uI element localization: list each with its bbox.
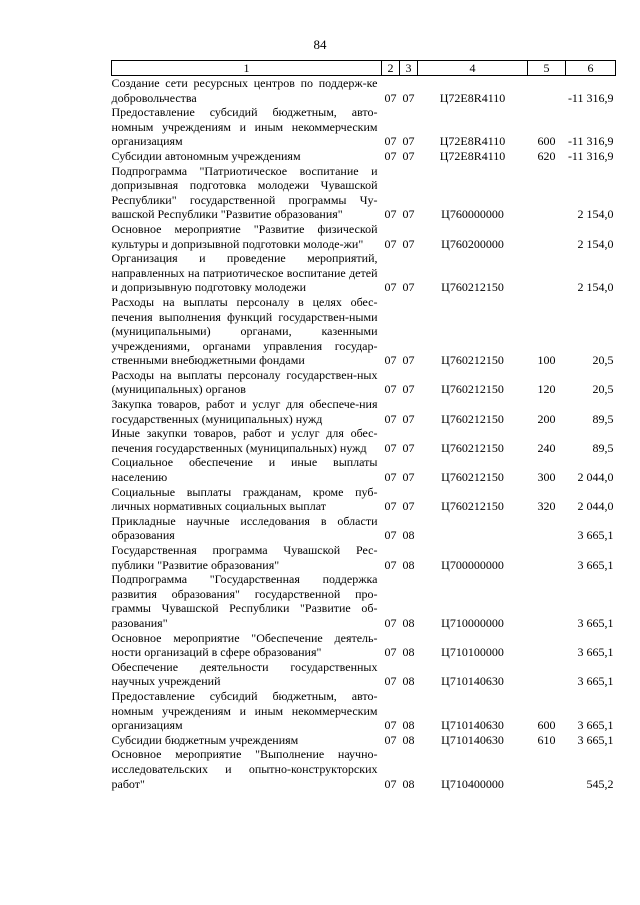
table-row	[112, 105, 616, 149]
row-description: Социальные выплаты гражданам, кроме пуб-личных нормативных социальных выплат	[111, 484, 378, 514]
table-row	[112, 572, 616, 630]
row-c6: 2 154,0	[577, 236, 614, 251]
table-row	[112, 251, 616, 295]
row-c6: 3 665,1	[577, 674, 614, 689]
row-c3: 08	[402, 528, 415, 543]
row-c2: 07	[384, 440, 397, 455]
row-c3: 07	[402, 499, 415, 514]
row-c6: 545,2	[586, 776, 614, 791]
row-c5	[528, 543, 566, 572]
row-c3: 07	[402, 236, 415, 251]
table-header-row	[112, 61, 616, 76]
row-c6: 3 665,1	[577, 615, 614, 630]
table-row	[112, 426, 616, 455]
row-description: Организация и проведение мероприятий, направленных на патриотическое воспитание детей и допризывную подготовку молодежи	[111, 251, 378, 295]
row-c3: 08	[402, 615, 415, 630]
header-col-5: 5	[528, 61, 566, 76]
row-c6: 3 665,1	[577, 557, 614, 572]
row-c5	[528, 222, 566, 251]
row-c3: 07	[402, 440, 415, 455]
row-c4: Ц760212150	[441, 440, 504, 455]
table-row	[112, 164, 616, 222]
row-c5: 240	[537, 440, 556, 455]
table-row	[112, 660, 616, 689]
row-c6: 20,5	[592, 382, 614, 397]
row-c2: 07	[384, 353, 397, 368]
row-c3: 08	[402, 776, 415, 791]
table-row	[112, 689, 616, 733]
row-c3: 07	[402, 207, 415, 222]
header-col-4: 4	[418, 61, 528, 76]
row-c4: Ц760200000	[441, 236, 504, 251]
row-c2: 07	[384, 674, 397, 689]
row-c3: 08	[402, 732, 415, 747]
row-c3: 07	[402, 382, 415, 397]
row-c4: Ц710400000	[441, 776, 504, 791]
table-row	[112, 543, 616, 572]
header-col-1: 1	[112, 61, 382, 76]
row-c4: Ц710140630	[441, 718, 504, 733]
row-c6: 89,5	[592, 440, 614, 455]
row-c6: 3 665,1	[577, 528, 614, 543]
row-c5	[528, 164, 566, 222]
row-description: Создание сети ресурсных центров по поддерж-ке добровольчества	[111, 76, 378, 105]
table-row	[112, 747, 616, 791]
row-description: Основное мероприятие "Выполнение научно-исследовательских и опытно-конструкторских работ"	[111, 747, 378, 791]
row-c6: -11 316,9	[567, 134, 614, 149]
row-c5	[528, 572, 566, 630]
header-col-3: 3	[400, 61, 418, 76]
row-c6: 2 154,0	[577, 207, 614, 222]
row-c3: 07	[402, 280, 415, 295]
row-c5: 620	[537, 148, 556, 163]
row-c2: 07	[384, 645, 397, 660]
table-row	[112, 733, 616, 748]
row-description: Обеспечение деятельности государственных научных учреждений	[111, 659, 378, 689]
row-c2: 07	[384, 148, 397, 163]
row-c2: 07	[384, 411, 397, 426]
row-c5: 600	[537, 718, 556, 733]
row-description: Прикладные научные исследования в области образования	[111, 513, 378, 543]
row-c5: 320	[537, 499, 556, 514]
row-c4: Ц700000000	[441, 557, 504, 572]
row-c2: 07	[384, 382, 397, 397]
row-c5: 200	[537, 411, 556, 426]
row-c2: 07	[384, 557, 397, 572]
row-c4: Ц710140630	[441, 674, 504, 689]
table-row	[112, 76, 616, 106]
table-row	[112, 149, 616, 164]
row-c2: 07	[384, 236, 397, 251]
row-c3: 07	[402, 148, 415, 163]
row-c4: Ц760212150	[441, 280, 504, 295]
row-description: Основное мероприятие "Развитие физической культуры и допризывной подготовки молоде-жи"	[111, 221, 378, 251]
row-c4: Ц72Е8R4110	[439, 90, 506, 105]
row-description: Расходы на выплаты персоналу государствен-ных (муниципальных) органов	[111, 367, 378, 397]
row-c4: Ц710140630	[441, 732, 504, 747]
row-c4: Ц72Е8R4110	[439, 148, 506, 163]
row-c6: 2 154,0	[577, 280, 614, 295]
row-c6: 89,5	[592, 411, 614, 426]
table-row	[112, 455, 616, 484]
row-c3: 08	[402, 557, 415, 572]
row-description: Основное мероприятие "Обеспечение деятель-ности организаций в сфере образования"	[111, 630, 378, 660]
row-c6: -11 316,9	[567, 148, 614, 163]
row-description: Закупка товаров, работ и услуг для обеспече-ния государственных (муниципальных) нужд	[111, 397, 378, 426]
row-description: Иные закупки товаров, работ и услуг для обес-печения государственных (муниципальных) нужд	[111, 426, 378, 455]
row-c2: 07	[384, 732, 397, 747]
row-description: Предоставление субсидий бюджетным, авто-номным учреждениям и иным некоммерческим организациям	[111, 105, 378, 149]
row-description: Подпрограмма "Государственная поддержка развития образования" государственной про-граммы Чувашской Республики "Развитие об-разования"	[111, 572, 378, 630]
page-number: 84	[313, 37, 327, 52]
row-c5	[528, 514, 566, 543]
row-c6: 2 044,0	[577, 499, 614, 514]
table-row	[112, 397, 616, 426]
row-c3: 07	[402, 470, 415, 485]
row-description: Социальное обеспечение и иные выплаты населению	[111, 455, 378, 485]
row-c2: 07	[384, 90, 397, 105]
row-description: Субсидии бюджетным учреждениям	[111, 732, 299, 747]
row-c5: 300	[537, 470, 556, 485]
row-c3: 08	[402, 674, 415, 689]
row-c4: Ц710000000	[441, 615, 504, 630]
row-description: Предоставление субсидий бюджетным, авто-номным учреждениям и иным некоммерческим организациям	[111, 688, 378, 733]
row-c5	[528, 251, 566, 295]
row-c5: 610	[537, 732, 556, 747]
row-c4: Ц760212150	[441, 470, 504, 485]
row-c4	[418, 514, 528, 543]
row-c5: 120	[537, 382, 556, 397]
row-c3: 07	[402, 90, 415, 105]
row-c3: 08	[402, 645, 415, 660]
row-c4: Ц710100000	[441, 645, 504, 660]
table-row	[112, 631, 616, 660]
row-c2: 07	[384, 499, 397, 514]
row-c4: Ц72Е8R4110	[439, 134, 506, 149]
budget-table	[111, 60, 616, 791]
row-c5: 600	[537, 134, 556, 149]
row-c6: 3 665,1	[577, 645, 614, 660]
row-c2: 07	[384, 470, 397, 485]
row-c2: 07	[384, 207, 397, 222]
header-col-2: 2	[382, 61, 400, 76]
row-c5	[528, 747, 566, 791]
row-description: Подпрограмма "Патриотическое воспитание и допризывная подготовка молодежи Чувашской Республики" государственной программы Чу-вашской Республики "Развитие образования"	[111, 163, 378, 222]
table-row	[112, 222, 616, 251]
row-c4: Ц760212150	[441, 411, 504, 426]
row-c3: 07	[402, 353, 415, 368]
row-description: Расходы на выплаты персоналу в целях обес-печения выполнения функций государствен-ными (муниципальными) органами, казенными учреждениями, органами управления государ-ственными внебюджетными фондами	[111, 294, 378, 368]
row-c3: 07	[402, 134, 415, 149]
table-row	[112, 368, 616, 397]
row-c4: Ц760212150	[441, 353, 504, 368]
row-c4: Ц760000000	[441, 207, 504, 222]
row-c5: 100	[537, 353, 556, 368]
row-c4: Ц760212150	[441, 382, 504, 397]
row-description: Государственная программа Чувашской Рес-публики "Развитие образования"	[111, 543, 378, 572]
row-c5	[528, 76, 566, 106]
table-body	[112, 76, 616, 792]
row-c2: 07	[384, 134, 397, 149]
table-row	[112, 485, 616, 514]
row-c2: 07	[384, 528, 397, 543]
row-c2: 07	[384, 776, 397, 791]
row-c3: 08	[402, 718, 415, 733]
row-c6: 20,5	[592, 353, 614, 368]
row-c6: 3 665,1	[577, 718, 614, 733]
row-c2: 07	[384, 718, 397, 733]
row-c5	[528, 660, 566, 689]
row-c5	[528, 631, 566, 660]
row-c6: -11 316,9	[567, 90, 614, 105]
row-c2: 07	[384, 615, 397, 630]
row-c4: Ц760212150	[441, 499, 504, 514]
row-c3: 07	[402, 411, 415, 426]
header-col-6: 6	[566, 61, 616, 76]
table-row	[112, 295, 616, 368]
row-c2: 07	[384, 280, 397, 295]
row-description: Субсидии автономным учреждениям	[111, 148, 301, 163]
row-c6: 3 665,1	[577, 732, 614, 747]
table-row	[112, 514, 616, 543]
row-c6: 2 044,0	[577, 470, 614, 485]
